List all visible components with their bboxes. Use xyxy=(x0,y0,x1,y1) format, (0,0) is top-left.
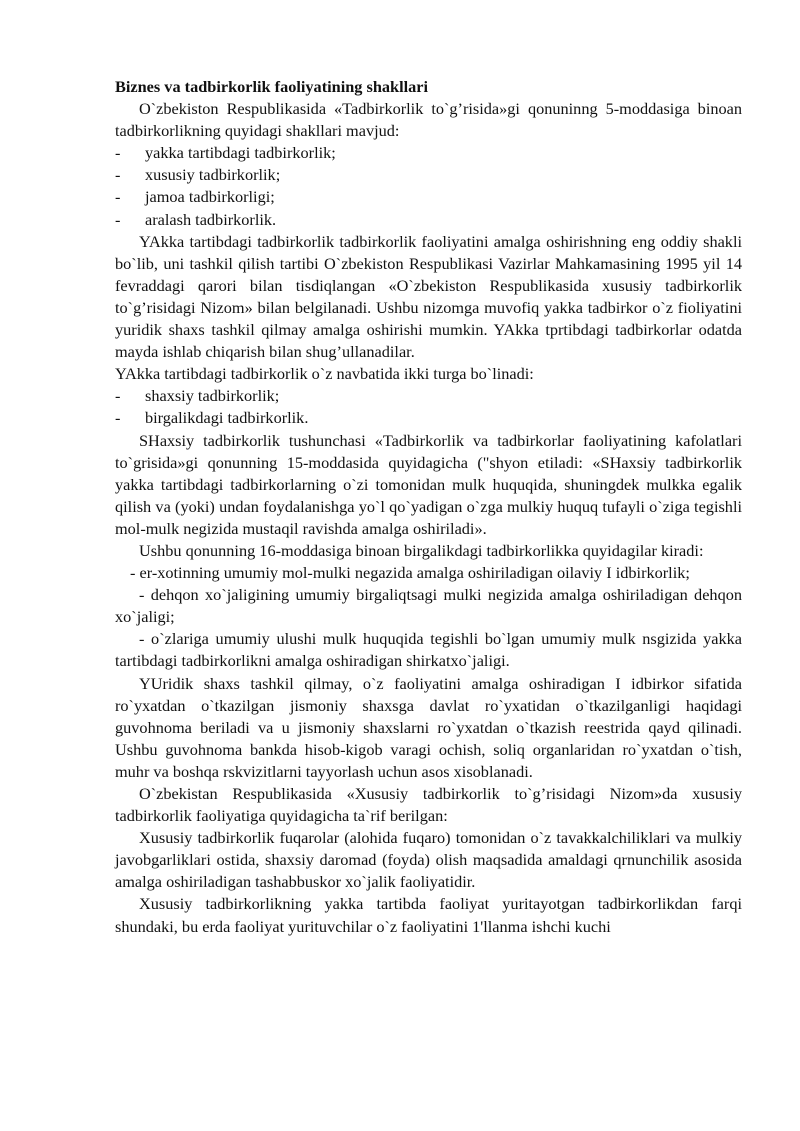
forms-list xyxy=(115,142,742,230)
document-page xyxy=(115,76,742,938)
paragraph-shaxsiy: SHaxsiy tadbirkorlik tushunchasi «Tadbirkorlik va tadbirkorlar faoliyatining kafolatlari to`grisida»gi qonunning 15-moddasida quyidagicha ("shyon etiladi: «SHaxsiy tadbirkorlik yakka tartibdagi tadbirkorlarning o`zi tomonidan mulk huquqida, shuningdek mulkka egalik qilish va (yoki) undan foydalanishga yo`l qo`yadigan o`zga mulkiy huquq tufayli o`ziga tegishli mol-mulk negizida mustaqil ravishda amalga oshiriladi». xyxy=(115,430,742,538)
paragraph-yuridik: YUridik shaxs tashkil qilmay, o`z faoliyatini amalga oshiradigan I idbirkor sifatida ro`yxatdan o`tkazilgan jismoniy shaxsga davlat ro`yxatidan o`tkazilganligi haqidagi guvohnoma beriladi va u jismoniy shaxslarni ro`yxatdan o`tkazish reestrida qayd qilinadi. Ushbu guvohnoma bankda hisob-kigob varagi ochish, soliq organlaridan ro`yxatdan o`tish, muhr va boshqa rskvizitlarni tayyorlash uchun asos xisoblanadi. xyxy=(115,673,742,781)
paragraph-farq: Xususiy tadbirkorlikning yakka tartibda faoliyat yuritayotgan tadbirkorlikdan farqi shundaki, bu erda faoliyat yurituvchilar o`z faoliyatini 1'llanma ishchi kuchi xyxy=(115,894,742,936)
paragraph-16-modda: Ushbu qonunning 16-moddasiga binoan birgalikdagi tadbirkorlikka quyidagilar kiradi: xyxy=(139,540,704,560)
list-item: - aralash tadbirkorlik. xyxy=(115,209,277,229)
paragraph-turlar: YAkka tartibdagi tadbirkorlik o`z navbatida ikki turga bo`linadi: xyxy=(115,364,534,384)
page-title: Biznes va tadbirkorlik faoliyatining shakllari xyxy=(115,77,429,96)
paragraph-nizom: O`zbekistan Respublikasida «Xususiy tadbirkorlik to`g’risidagi Nizom»da xususiy tadbirkorlik faoliyatiga quyidagicha ta`rif berilgan: xyxy=(115,784,742,826)
types-list xyxy=(115,385,742,429)
paragraph-yakka: YAkka tartibdagi tadbirkorlik tadbirkorlik faoliyatini amalga oshirishning eng oddiy shakli bo`lib, uni tashkil qilish tartibi O`zbekiston Respublikasi Vazirlar Mahkamasining 1995 yil 14 fevraddagi qarori bilan tisdiqlangan «O`zbekiston Respublikasida xususiy tadbirkorlik to`g’risidagi Nizom» bilan belgilanadi. Ushbu nizomga muvofiq yakka tadbirkor o`z fioliyatini yuridik shaxs tashkil qilmay amalga oshirishi mumkin. YAkka tprtibdagi tadbirkorlar odatda mayda ishlab chiqarish bilan shug’ullanadilar. xyxy=(115,231,742,362)
bullet-oilaviy: - er-xotinning umumiy mol-mulki negazida amalga oshiriladigan oilaviy I idbirkorlik; xyxy=(130,563,690,583)
bullet-dehqon: - dehqon xo`jaligining umumiy birgaliqtsagi mulki negizida amalga oshiriladigan dehqon xo`jaligi; xyxy=(115,585,742,627)
list-item: - jamoa tadbirkorligi; xyxy=(115,187,275,207)
list-item: - xususiy tadbirkorlik; xyxy=(115,165,281,185)
paragraph-xususiy: Xususiy tadbirkorlik fuqarolar (alohida fuqaro) tomonidan o`z tavakkalchiliklari va mulkiy javobgarliklari ostida, shaxsiy daromad (foyda) olish maqsadida amaldagi qrnunchilik asosida amalga oshiriladigan tashabbuskor xo`jalik faoliyatidir. xyxy=(115,828,742,892)
list-item: - birgalikdagi tadbirkorlik. xyxy=(115,408,309,428)
intro-paragraph: O`zbekiston Respublikasida «Tadbirkorlik to`g’risida»gi qonuninng 5-moddasiga binoan tadbirkorlikning quyidagi shakllari mavjud: xyxy=(115,99,742,141)
list-item: - shaxsiy tadbirkorlik; xyxy=(115,386,280,406)
list-item: - yakka tartibdagi tadbirkorlik; xyxy=(115,143,336,163)
bullet-shirkat: - o`zlariga umumiy ulushi mulk huquqida tegishli bo`lgan umumiy mulk nsgizida yakka tartibdagi tadbirkorlikni amalga oshiradigan shirkatxo`jaligi. xyxy=(115,629,742,671)
